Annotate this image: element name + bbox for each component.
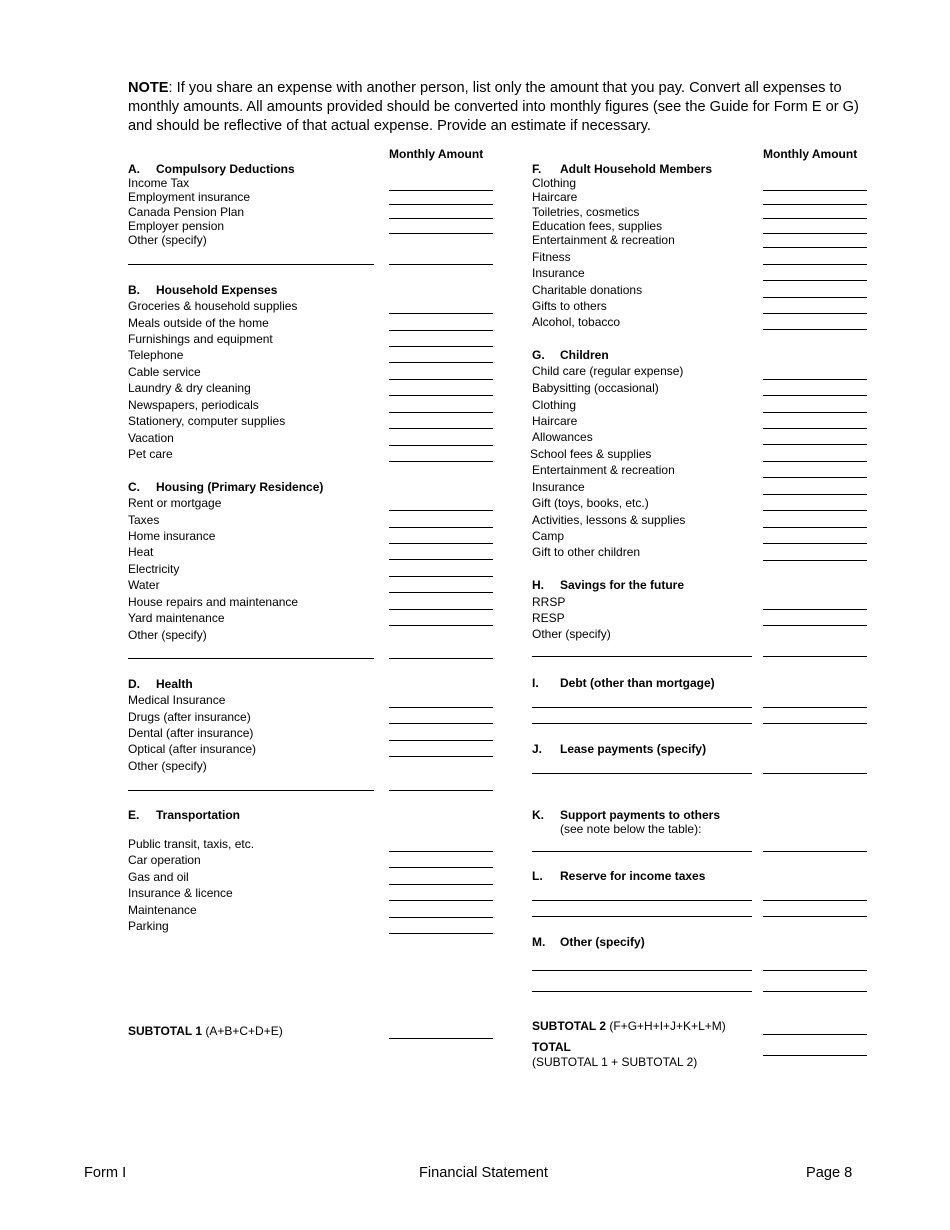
list-item: Camp	[532, 529, 565, 543]
other-specify-amount-field[interactable]	[389, 264, 493, 265]
section-e-title: Transportation	[156, 808, 241, 822]
list-item: Activities, lessons & supplies	[532, 513, 686, 527]
section-i-letter: I.	[532, 676, 539, 690]
amount-field[interactable]	[389, 543, 493, 544]
income-tax-amount-field[interactable]	[389, 190, 493, 191]
footer-form-name: Form I	[84, 1165, 127, 1181]
cpp-amount-field[interactable]	[389, 218, 493, 219]
amount-field[interactable]	[389, 740, 493, 741]
subtotal-1-amount-field[interactable]	[389, 1038, 493, 1039]
section-i-title: Debt (other than mortgage)	[560, 676, 715, 690]
list-item: Electricity	[128, 562, 180, 576]
list-item: Pet care	[128, 447, 173, 461]
amount-field[interactable]	[389, 379, 493, 380]
amount-field[interactable]	[389, 313, 493, 314]
amount-field[interactable]	[763, 190, 867, 191]
description-field[interactable]	[532, 723, 752, 724]
section-f-title: Adult Household Members	[560, 162, 713, 176]
description-field[interactable]	[532, 773, 752, 774]
section-m-header	[532, 935, 645, 949]
subtotal-1	[128, 1024, 283, 1038]
section-a-header	[128, 162, 295, 176]
amount-field[interactable]	[763, 494, 867, 495]
list-item: House repairs and maintenance	[128, 595, 299, 609]
subtotal-2-label: SUBTOTAL 2	[532, 1019, 607, 1033]
amount-field[interactable]	[389, 884, 493, 885]
section-j-header	[532, 742, 706, 756]
amount-field[interactable]	[763, 625, 867, 626]
other-specify-label: Other (specify)	[128, 233, 207, 247]
amount-field[interactable]	[763, 329, 867, 330]
amount-field[interactable]	[389, 851, 493, 852]
list-item: Alcohol, tobacco	[532, 315, 621, 329]
amount-field[interactable]	[763, 707, 867, 708]
section-g-header	[532, 348, 609, 362]
employer-pension-label: Employer pension	[128, 219, 225, 233]
subtotal-2-formula: (F+G+H+I+J+K+L+M)	[609, 1019, 726, 1033]
amount-field[interactable]	[389, 395, 493, 396]
amount-field[interactable]	[763, 773, 867, 774]
list-item: Water	[128, 578, 160, 592]
note-text: : If you share an expense with another person, list only the amount that you pay. Convert all expenses to monthly amounts. All amounts provided should be converted into monthly figures (see the Guide for Form E or G) and should be reflective of that actual expense. Provide an estimate if necessary.	[128, 80, 859, 134]
cpp-label: Canada Pension Plan	[128, 205, 245, 219]
amount-field[interactable]	[763, 395, 867, 396]
employment-insurance-label: Employment insurance	[128, 190, 251, 204]
list-item: Dental (after insurance)	[128, 726, 254, 740]
section-l-letter: L.	[532, 869, 543, 883]
section-l-title: Reserve for income taxes	[560, 869, 706, 883]
list-item: Home insurance	[128, 529, 216, 543]
amount-field[interactable]	[389, 625, 493, 626]
section-d-letter: D.	[128, 677, 140, 691]
list-item: Cable service	[128, 365, 201, 379]
amount-field[interactable]	[763, 264, 867, 265]
list-item: Meals outside of the home	[128, 316, 269, 330]
list-item: Child care (regular expense)	[532, 364, 684, 378]
amount-field[interactable]	[389, 592, 493, 593]
section-a-title: Compulsory Deductions	[156, 162, 295, 176]
list-item: Public transit, taxis, etc.	[128, 837, 255, 851]
section-k-title: Support payments to others	[560, 808, 721, 822]
description-field[interactable]	[128, 658, 374, 659]
list-item: Gas and oil	[128, 870, 189, 884]
section-k-header	[532, 808, 720, 822]
amount-field[interactable]	[763, 527, 867, 528]
list-item: Gift to other children	[532, 545, 641, 559]
list-item: Medical Insurance	[128, 693, 226, 707]
list-item: Furnishings and equipment	[128, 332, 273, 346]
other-specify-description-field[interactable]	[128, 264, 374, 265]
amount-field[interactable]	[763, 510, 867, 511]
description-field[interactable]	[532, 991, 752, 992]
list-item: Heat	[128, 545, 154, 559]
amount-field[interactable]	[389, 609, 493, 610]
section-k-subtitle: (see note below the table):	[560, 822, 702, 836]
amount-field[interactable]	[389, 412, 493, 413]
description-field[interactable]	[532, 970, 752, 971]
amount-field[interactable]	[389, 576, 493, 577]
amount-field[interactable]	[389, 559, 493, 560]
list-item: Charitable donations	[532, 283, 643, 297]
section-h-letter: H.	[532, 578, 544, 592]
amount-field[interactable]	[763, 609, 867, 610]
list-item: Fitness	[532, 250, 571, 264]
list-item: Haircare	[532, 190, 578, 204]
section-d-title: Health	[156, 677, 193, 691]
section-c-header	[128, 480, 323, 494]
list-item: Laundry & dry cleaning	[128, 381, 251, 395]
section-e-letter: E.	[128, 808, 140, 822]
list-item: Taxes	[128, 513, 160, 527]
section-a-letter: A.	[128, 162, 140, 176]
amount-field[interactable]	[763, 851, 867, 852]
list-item: Other (specify)	[128, 759, 207, 773]
amount-field[interactable]	[389, 428, 493, 429]
subtotal-2	[532, 1019, 726, 1033]
amount-field[interactable]	[763, 379, 867, 380]
section-m-title: Other (specify)	[560, 935, 645, 949]
list-item: Allowances	[532, 430, 593, 444]
list-item: RRSP	[532, 595, 566, 609]
list-item: Drugs (after insurance)	[128, 710, 251, 724]
footer-page-number: Page 8	[806, 1165, 853, 1181]
section-l-header	[532, 869, 705, 883]
section-f-header	[532, 162, 712, 176]
list-item: Vacation	[128, 431, 174, 445]
amount-field[interactable]	[763, 477, 867, 478]
list-item: Car operation	[128, 853, 201, 867]
section-g-letter: G.	[532, 348, 545, 362]
employment-insurance-amount-field[interactable]	[389, 204, 493, 205]
list-item: Clothing	[532, 176, 577, 190]
section-k-letter: K.	[532, 808, 544, 822]
amount-field[interactable]	[763, 723, 867, 724]
list-item: Groceries & household supplies	[128, 299, 298, 313]
amount-field[interactable]	[763, 543, 867, 544]
amount-field[interactable]	[389, 461, 493, 462]
description-field[interactable]	[532, 707, 752, 708]
list-item: Newspapers, periodicals	[128, 398, 259, 412]
subtotal-2-amount-field[interactable]	[763, 1034, 867, 1035]
section-c-title: Housing (Primary Residence)	[156, 480, 324, 494]
list-item: Insurance	[532, 480, 585, 494]
list-item: Entertainment & recreation	[532, 233, 675, 247]
list-item: Stationery, computer supplies	[128, 414, 286, 428]
amount-field[interactable]	[763, 218, 867, 219]
section-b-title: Household Expenses	[156, 283, 278, 297]
total-amount-field[interactable]	[763, 1055, 867, 1056]
amount-field[interactable]	[389, 867, 493, 868]
list-item: Other (specify)	[128, 628, 207, 642]
list-item: Insurance	[532, 266, 585, 280]
amount-field[interactable]	[763, 204, 867, 205]
amount-field[interactable]	[763, 560, 867, 561]
list-item: Toiletries, cosmetics	[532, 205, 640, 219]
amount-field[interactable]	[389, 900, 493, 901]
section-d-header	[128, 677, 193, 691]
list-item: School fees & supplies	[530, 447, 652, 461]
amount-field[interactable]	[389, 917, 493, 918]
amount-field[interactable]	[389, 527, 493, 528]
income-tax-label: Income Tax	[128, 176, 190, 190]
section-i-header	[532, 676, 715, 690]
amount-field[interactable]	[389, 510, 493, 511]
section-j-letter: J.	[532, 742, 543, 756]
list-item: Telephone	[128, 348, 184, 362]
list-item: RESP	[532, 611, 565, 625]
list-item: Other (specify)	[532, 627, 611, 641]
amount-field[interactable]	[389, 362, 493, 363]
amount-field[interactable]	[763, 461, 867, 462]
list-item: Babysitting (occasional)	[532, 381, 659, 395]
amount-field[interactable]	[389, 723, 493, 724]
amount-field[interactable]	[763, 970, 867, 971]
total-formula: (SUBTOTAL 1 + SUBTOTAL 2)	[532, 1055, 698, 1069]
amount-field[interactable]	[763, 233, 867, 234]
list-item: Optical (after insurance)	[128, 742, 257, 756]
list-item: Haircare	[532, 414, 578, 428]
section-f-letter: F.	[532, 162, 542, 176]
amount-field[interactable]	[763, 900, 867, 901]
amount-field[interactable]	[763, 656, 867, 657]
amount-field[interactable]	[389, 445, 493, 446]
list-item: Insurance & licence	[128, 886, 233, 900]
amount-field[interactable]	[389, 707, 493, 708]
section-b-header	[128, 283, 277, 297]
section-g-title: Children	[560, 348, 609, 362]
list-item: Education fees, supplies	[532, 219, 663, 233]
left-column-header: Monthly Amount	[389, 147, 484, 161]
amount-field[interactable]	[763, 280, 867, 281]
list-item: Parking	[128, 919, 169, 933]
amount-field[interactable]	[389, 346, 493, 347]
list-item: Clothing	[532, 398, 577, 412]
amount-field[interactable]	[389, 933, 493, 934]
description-field[interactable]	[532, 916, 752, 917]
list-item: Maintenance	[128, 903, 197, 917]
total-label: TOTAL	[532, 1040, 571, 1054]
amount-field[interactable]	[763, 916, 867, 917]
list-item: Entertainment & recreation	[532, 463, 675, 477]
list-item: Rent or mortgage	[128, 496, 222, 510]
amount-field[interactable]	[763, 247, 867, 248]
amount-field[interactable]	[763, 313, 867, 314]
amount-field[interactable]	[763, 428, 867, 429]
subtotal-1-formula: (A+B+C+D+E)	[205, 1024, 283, 1038]
section-m-letter: M.	[532, 935, 546, 949]
amount-field[interactable]	[389, 790, 493, 791]
subtotal-1-label: SUBTOTAL 1	[128, 1024, 203, 1038]
section-b-letter: B.	[128, 283, 140, 297]
footer-title: Financial Statement	[419, 1165, 548, 1181]
amount-field[interactable]	[389, 756, 493, 757]
amount-field[interactable]	[763, 412, 867, 413]
amount-field[interactable]	[389, 330, 493, 331]
instructions-note	[128, 79, 868, 136]
description-field[interactable]	[532, 900, 752, 901]
list-item: Gifts to others	[532, 299, 607, 313]
employer-pension-amount-field[interactable]	[389, 233, 493, 234]
amount-field[interactable]	[763, 444, 867, 445]
description-field[interactable]	[532, 851, 752, 852]
section-j-title: Lease payments (specify)	[560, 742, 707, 756]
section-h-header	[532, 578, 684, 592]
amount-field[interactable]	[389, 658, 493, 659]
section-h-title: Savings for the future	[560, 578, 685, 592]
amount-field[interactable]	[763, 991, 867, 992]
description-field[interactable]	[532, 656, 752, 657]
section-c-letter: C.	[128, 480, 140, 494]
section-e-header	[128, 808, 240, 822]
amount-field[interactable]	[763, 297, 867, 298]
list-item: Yard maintenance	[128, 611, 225, 625]
note-label: NOTE	[128, 80, 169, 96]
list-item: Gift (toys, books, etc.)	[532, 496, 649, 510]
right-column-header: Monthly Amount	[763, 147, 858, 161]
description-field[interactable]	[128, 790, 374, 791]
